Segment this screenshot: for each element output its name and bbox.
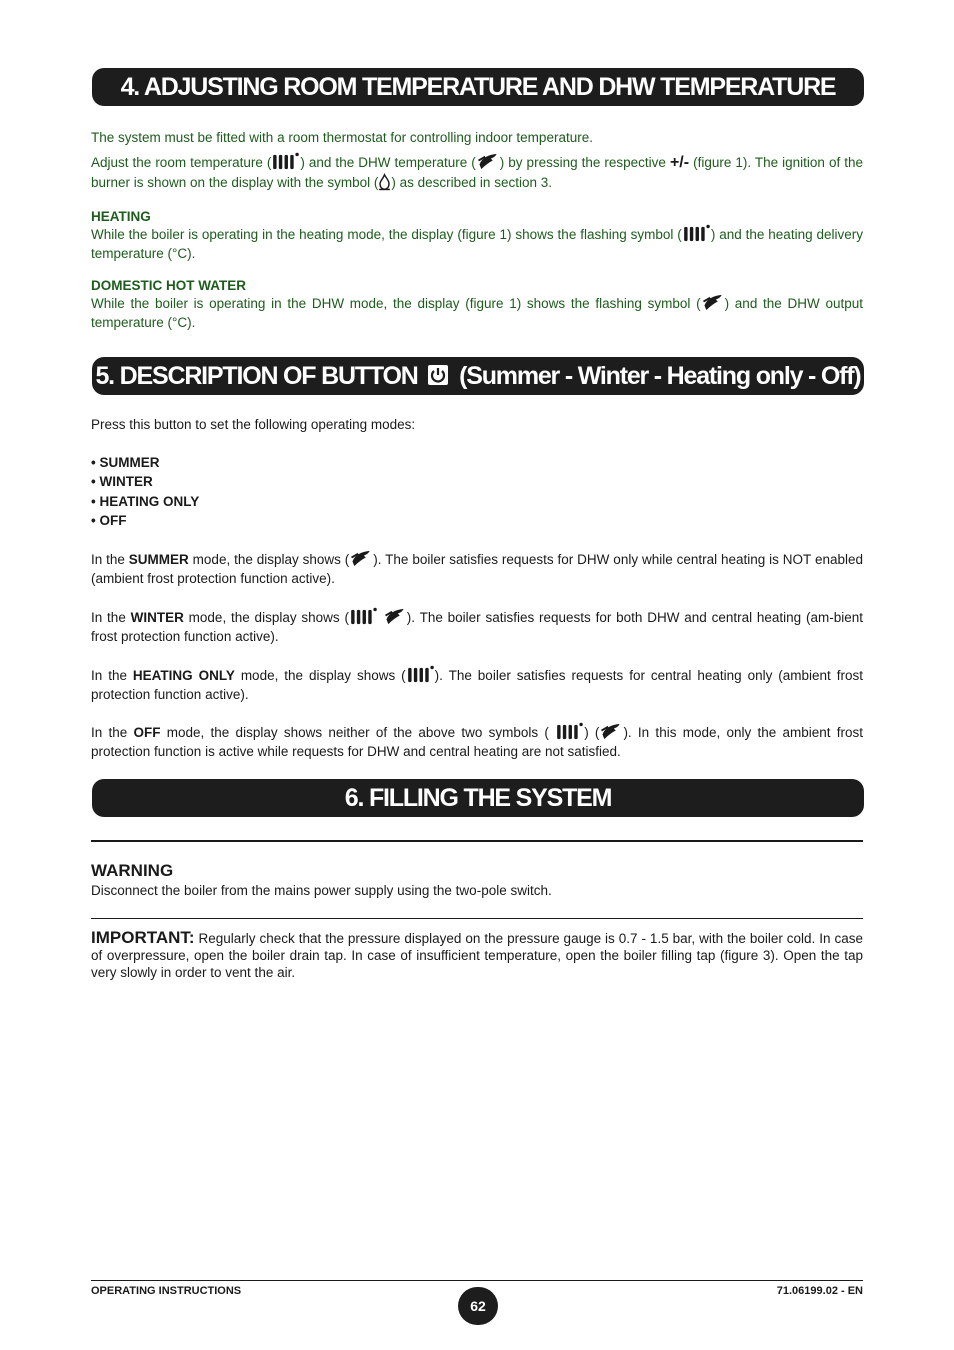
heating-heading: HEATING	[91, 209, 151, 224]
section-5-title-a: 5. DESCRIPTION OF BUTTON	[95, 362, 418, 390]
radiator-icon	[682, 224, 711, 243]
tap-icon	[701, 293, 725, 312]
dhw-heading: DOMESTIC HOT WATER	[91, 278, 246, 293]
radiator-icon	[349, 607, 378, 626]
summer-paragraph: In the SUMMER mode, the display shows ( ). The boiler satisfies requests for DHW only while central heating is NOT enabled (ambient frost protection function active).	[91, 549, 863, 588]
heating-text: While the boiler is operating in the heating mode, the display (figure 1) shows the flashing symbol ( ) and the heating delivery temperature (°C).	[91, 224, 863, 263]
heating-only-paragraph: In the HEATING ONLY mode, the display shows ( ). The boiler satisfies requests for central heating only (ambient frost protection function active).	[91, 665, 863, 704]
page-number: 62	[458, 1287, 498, 1325]
divider	[91, 840, 863, 842]
winter-paragraph: In the WINTER mode, the display shows ( ). The boiler satisfies requests for both DHW and central heating (am-bient frost protection function active).	[91, 607, 863, 646]
flame-icon	[378, 173, 391, 191]
important-heading: IMPORTANT:	[91, 928, 195, 947]
warning-text: Disconnect the boiler from the mains power supply using the two-pole switch.	[91, 883, 552, 898]
tap-icon	[476, 152, 500, 171]
tap-icon	[599, 722, 623, 741]
section-4-banner	[92, 68, 864, 106]
dhw-text: While the boiler is operating in the DHW mode, the display (figure 1) shows the flashing symbol ( ) and the DHW output temperature (°C).	[91, 293, 863, 332]
radiator-icon	[271, 152, 300, 171]
section-4-title: 4. ADJUSTING ROOM TEMPERATURE AND DHW TEMPERATURE	[120, 73, 836, 101]
important-block	[91, 929, 863, 981]
tap-icon	[349, 549, 373, 568]
power-icon	[427, 364, 449, 386]
footer-divider	[91, 1280, 863, 1281]
list-item: • SUMMER	[91, 455, 160, 470]
list-item: • WINTER	[91, 474, 153, 489]
warning-block	[91, 861, 863, 900]
modes-list	[91, 453, 863, 530]
heating-subsection	[91, 207, 863, 263]
footer-left: OPERATING INSTRUCTIONS	[91, 1285, 242, 1297]
important-text: Regularly check that the pressure displayed on the pressure gauge is 0.7 - 1.5 bar, with the boiler cold. In case of overpressure, open the boiler drain tap. In case of insufficient temperature, open the boiler filling tap (figure 3). Open the tap very slowly in order to vent the air.	[91, 931, 863, 980]
radiator-icon	[555, 722, 584, 741]
tap-icon	[383, 607, 407, 626]
plus-minus-label: +/-	[669, 154, 690, 171]
list-item: • HEATING ONLY	[91, 494, 200, 509]
section-5-intro: Press this button to set the following operating modes:	[91, 417, 416, 432]
section-6-title: 6. FILLING THE SYSTEM	[344, 784, 612, 812]
section-4-body	[91, 128, 863, 193]
radiator-icon	[406, 665, 435, 684]
list-item: • OFF	[91, 513, 127, 528]
section-4-paragraph-2: Adjust the room temperature ( ) and the DHW temperature ( ) by pressing the respective +/- (figure 1). The ignition of the burner is shown on the display with the symbol ( ) as described in section 3.	[91, 154, 863, 190]
off-paragraph: In the OFF mode, the display shows neither of the above two symbols ( ) ( ). In this mode, only the ambient frost protection function is active while requests for DHW and central heating are not satisfied.	[91, 722, 863, 761]
section-6-banner	[92, 779, 864, 817]
dhw-subsection	[91, 276, 863, 332]
warning-heading: WARNING	[91, 861, 174, 880]
section-4-paragraph-1: The system must be fitted with a room thermostat for controlling indoor temperature.	[91, 130, 593, 145]
footer-right: 71.06199.02 - EN	[776, 1285, 863, 1297]
divider	[91, 918, 863, 919]
section-5-banner	[92, 357, 864, 395]
section-5-title-b: (Summer - Winter - Heating only - Off)	[459, 362, 861, 390]
